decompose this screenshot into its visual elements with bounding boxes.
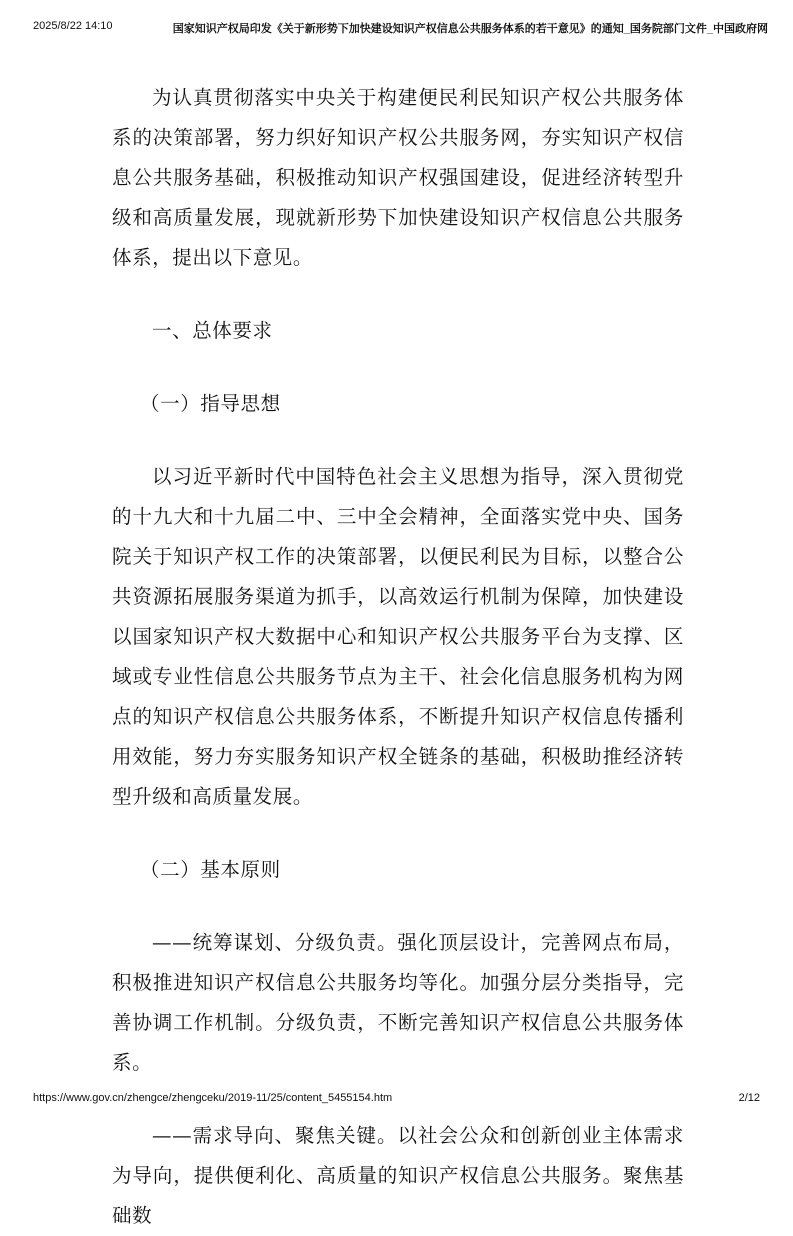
print-page-title: 国家知识产权局印发《关于新形势下加快建设知识产权信息公共服务体系的若干意见》的通知_国务院部门文件_中国政府网 xyxy=(172,23,768,35)
print-datetime: 2025/8/22 14:10 xyxy=(33,20,113,32)
subsection-heading-basic-principles: （二）基本原则 xyxy=(140,858,281,881)
print-header xyxy=(0,0,793,40)
subsection-heading-guiding-ideology: （一）指导思想 xyxy=(140,392,281,415)
print-url: https://www.gov.cn/zhengce/zhengceku/2019-11/25/content_5455154.htm xyxy=(33,1092,393,1104)
intro-paragraph: 为认真贯彻落实中央关于构建便民利民知识产权公共服务体系的决策部署，努力织好知识产权公共服务网，夯实知识产权信息公共服务基础，积极推动知识产权强国建设，促进经济转型升级和高质量发展，现就新形势下加快建设知识产权信息公共服务体系，提出以下意见。 xyxy=(112,86,684,269)
guiding-ideology-paragraph: 以习近平新时代中国特色社会主义思想为指导，深入贯彻党的十九大和十九届二中、三中全会精神，全面落实党中央、国务院关于知识产权工作的决策部署，以便民利民为目标，以整合公共资源拓展服务渠道为抓手，以高效运行机制为保障，加快建设以国家知识产权大数据中心和知识产权公共服务平台为支撑、区域或专业性信息公共服务节点为主干、社会化信息服务机构为网点的知识产权信息公共服务体系，不断提升知识产权信息传播利用效能，努力夯实服务知识产权全链条的基础，积极助推经济转型升级和高质量发展。 xyxy=(112,465,684,808)
principle-paragraph-coordination: ——统筹谋划、分级负责。强化顶层设计，完善网点布局，积极推进知识产权信息公共服务均等化。加强分层分类指导，完善协调工作机制。分级负责，不断完善知识产权信息公共服务体系。 xyxy=(112,931,684,1074)
principle-paragraph-demand-oriented: ——需求导向、聚焦关键。以社会公众和创新创业主体需求为导向，提供便利化、高质量的知识产权信息公共服务。聚焦基础数 xyxy=(112,1124,684,1227)
section-heading-general-requirements: 一、总体要求 xyxy=(152,319,273,342)
print-footer xyxy=(0,1092,793,1112)
document-body xyxy=(112,78,684,1236)
page-number: 2/12 xyxy=(738,1092,760,1104)
